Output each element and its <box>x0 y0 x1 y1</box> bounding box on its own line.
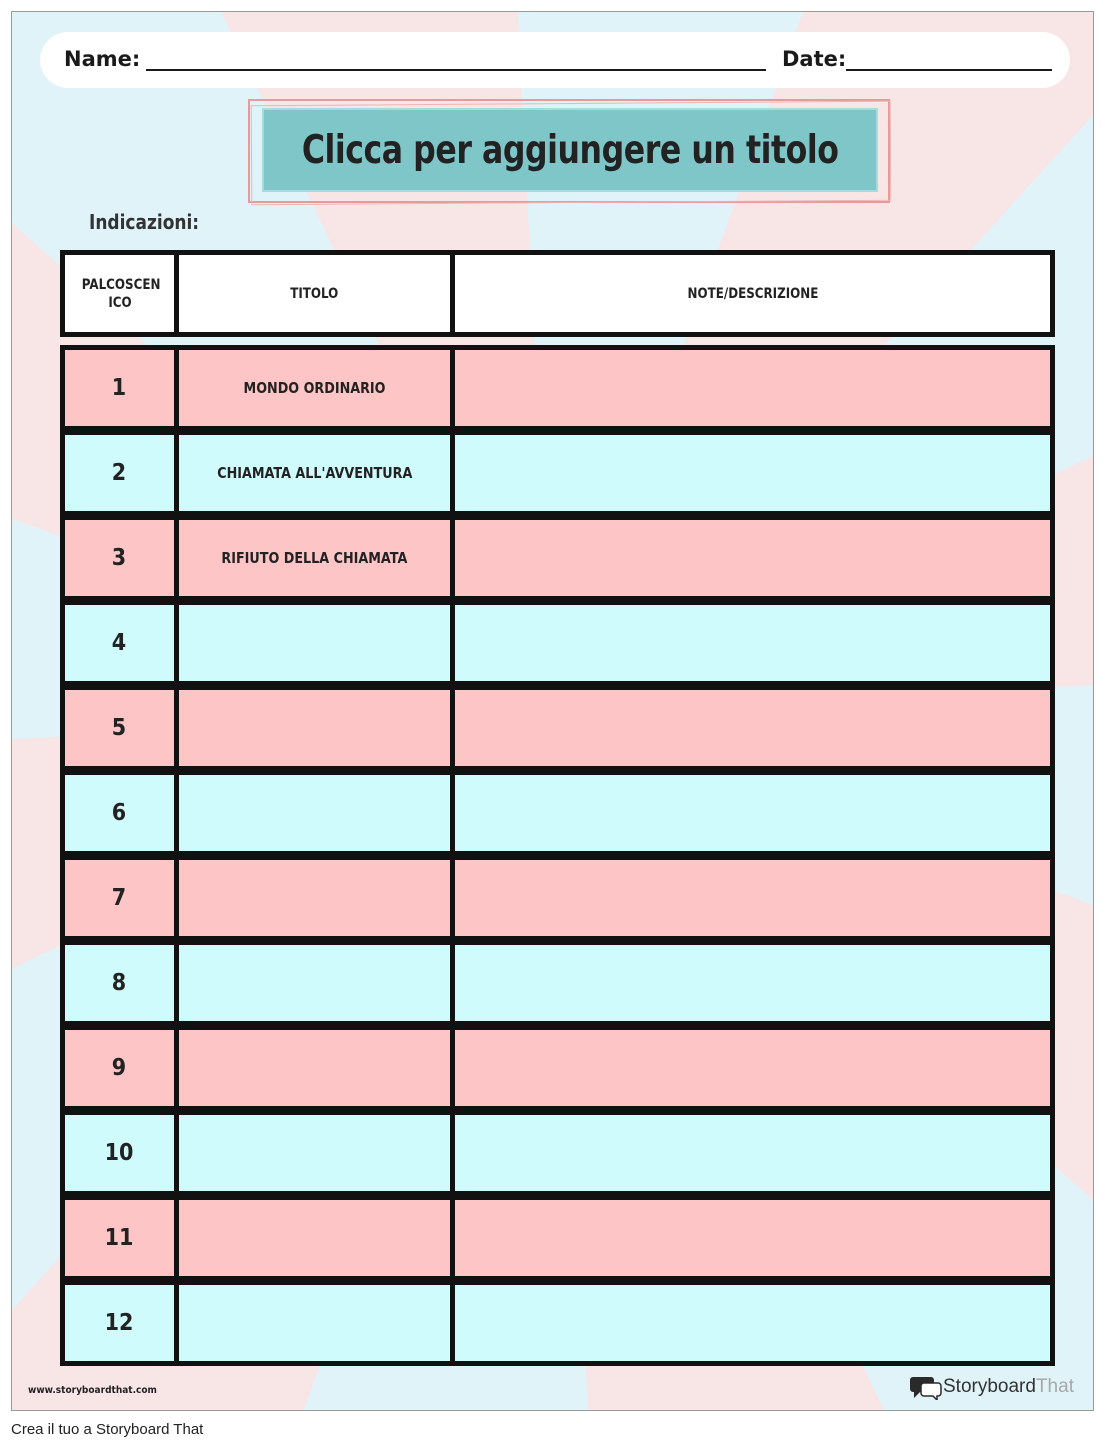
stage-number: 8 <box>65 945 179 1021</box>
table-row <box>60 430 1055 516</box>
stage-number: 2 <box>65 435 179 511</box>
stage-number: 9 <box>65 1030 179 1106</box>
stage-number: 7 <box>65 860 179 936</box>
name-label: Name: <box>64 47 141 71</box>
brand-name-story: Storyboard <box>943 1376 1036 1397</box>
stage-number: 6 <box>65 775 179 851</box>
speech-bubbles-icon <box>909 1374 943 1400</box>
table-row <box>60 1195 1055 1281</box>
brand-logo <box>909 1374 1074 1400</box>
name-line[interactable] <box>146 69 766 71</box>
notes-cell[interactable] <box>455 1285 1050 1361</box>
table-row <box>60 685 1055 771</box>
stage-title-cell[interactable]: MONDO ORDINARIO <box>179 350 455 426</box>
stage-number: 12 <box>65 1285 179 1361</box>
page-title[interactable]: Clicca per aggiungere un titolo <box>301 127 839 173</box>
table-row <box>60 1025 1055 1111</box>
stage-title-cell[interactable] <box>179 605 455 681</box>
stage-title-cell[interactable] <box>179 1200 455 1276</box>
table-row <box>60 770 1055 856</box>
stage-title-cell[interactable] <box>179 1115 455 1191</box>
stage-title-cell[interactable] <box>179 860 455 936</box>
table-row <box>60 600 1055 686</box>
notes-cell[interactable] <box>455 690 1050 766</box>
notes-cell[interactable] <box>455 435 1050 511</box>
notes-cell[interactable] <box>455 1030 1050 1106</box>
notes-cell[interactable] <box>455 945 1050 1021</box>
stage-title-cell[interactable] <box>179 1030 455 1106</box>
table-row <box>60 940 1055 1026</box>
caption: Crea il tuo a Storyboard That <box>11 1421 204 1438</box>
header-notes: NOTE/DESCRIZIONE <box>687 285 818 302</box>
notes-cell[interactable] <box>455 350 1050 426</box>
table-row <box>60 1280 1055 1366</box>
stage-title-cell[interactable] <box>179 1285 455 1361</box>
table-header <box>60 250 1055 337</box>
stage-title-cell[interactable]: RIFIUTO DELLA CHIAMATA <box>179 520 455 596</box>
stage-number: 11 <box>65 1200 179 1276</box>
notes-cell[interactable] <box>455 520 1050 596</box>
notes-cell[interactable] <box>455 1200 1050 1276</box>
brand-name-that: That <box>1035 1376 1074 1397</box>
directions-label: Indicazioni: <box>89 210 200 234</box>
table-row <box>60 1110 1055 1196</box>
stage-title-cell[interactable] <box>179 945 455 1021</box>
name-date-bar <box>40 32 1070 88</box>
stage-title-cell[interactable] <box>179 690 455 766</box>
stage-number: 3 <box>65 520 179 596</box>
table-row <box>60 855 1055 941</box>
table-row <box>60 515 1055 601</box>
notes-cell[interactable] <box>455 775 1050 851</box>
header-stage: PALCOSCEN ICO <box>65 255 179 332</box>
worksheet <box>11 11 1094 1411</box>
header-title: TITOLO <box>179 255 455 332</box>
stage-number: 10 <box>65 1115 179 1191</box>
stage-number: 1 <box>65 350 179 426</box>
notes-cell[interactable] <box>455 605 1050 681</box>
notes-cell[interactable] <box>455 1115 1050 1191</box>
table-row <box>60 345 1055 431</box>
stage-number: 5 <box>65 690 179 766</box>
footer-url: www.storyboardthat.com <box>28 1385 157 1396</box>
stage-title-cell[interactable]: CHIAMATA ALL'AVVENTURA <box>179 435 455 511</box>
date-label: Date: <box>782 47 847 71</box>
stage-title-cell[interactable] <box>179 775 455 851</box>
notes-cell[interactable] <box>455 860 1050 936</box>
title-box[interactable] <box>262 108 878 192</box>
stage-number: 4 <box>65 605 179 681</box>
date-line[interactable] <box>846 69 1052 71</box>
